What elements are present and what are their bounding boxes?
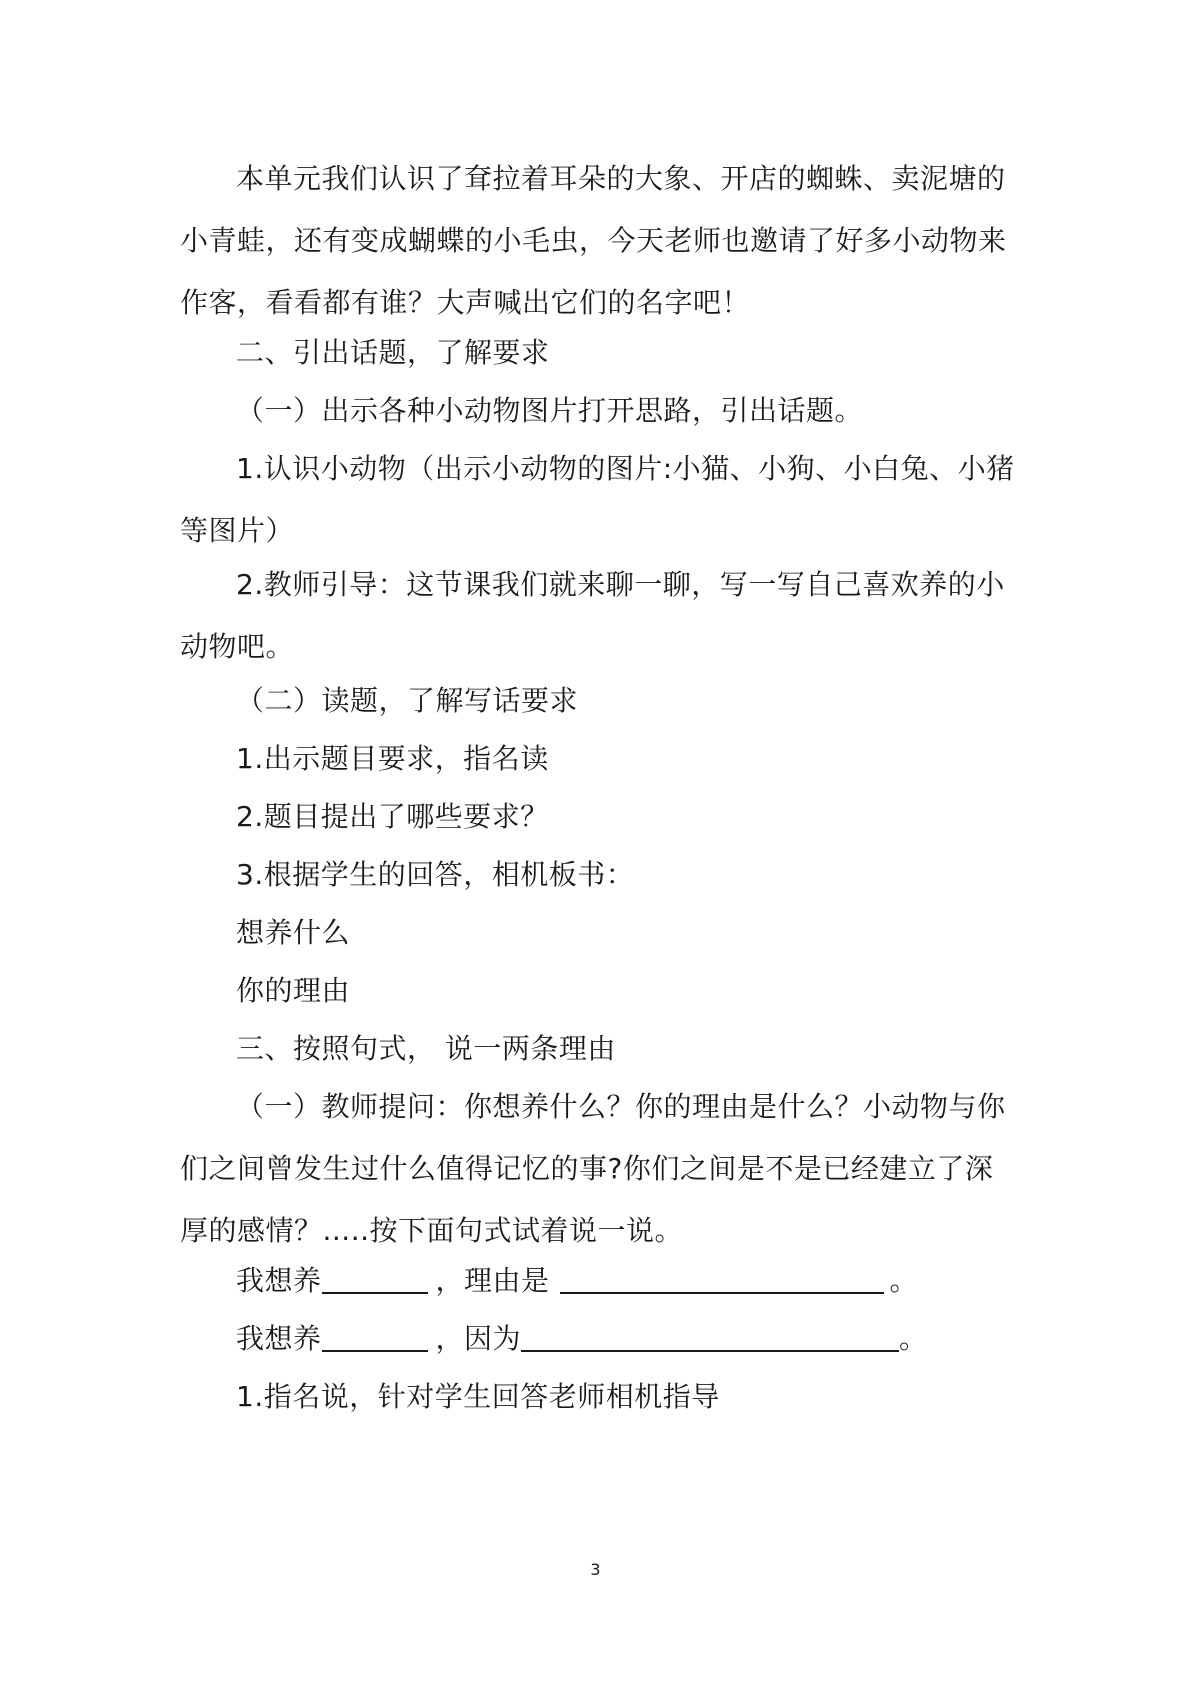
sentence-pattern-2	[236, 1308, 928, 1370]
section-2-heading: 二、引出话题，了解要求	[236, 336, 550, 369]
pattern-1-lead: 我想养	[236, 1264, 322, 1297]
pattern-1-mid: ，理由是	[435, 1264, 550, 1297]
sentence-pattern-1	[236, 1250, 918, 1312]
pattern-1-end: 。	[889, 1264, 919, 1297]
board-item-reason: 你的理由	[236, 974, 351, 1007]
pattern-2-mid: ，因为	[435, 1322, 522, 1355]
pattern-2-blank-reason	[521, 1320, 899, 1352]
step-show-requirements: 1.出示题目要求，指名读	[236, 742, 549, 775]
section-2-part-1: （一）出示各种小动物图片打开思路，引出话题。	[236, 394, 864, 427]
step-board-writing: 3.根据学生的回答，相机板书：	[236, 858, 635, 891]
pattern-2-lead: 我想养	[236, 1322, 322, 1355]
step-what-requirements: 2.题目提出了哪些要求？	[236, 800, 549, 833]
pattern-1-blank-reason	[560, 1262, 884, 1294]
section-2-part-2: （二）读题，了解写话要求	[236, 684, 579, 717]
pattern-2-end: 。	[899, 1322, 928, 1355]
board-item-what: 想养什么	[236, 916, 351, 949]
pattern-2-blank-animal	[322, 1320, 428, 1352]
step-call-on-students: 1.指名说，针对学生回答老师相机指导	[236, 1380, 720, 1413]
step-teacher-guide: 2.教师引导：这节课我们就来聊一聊，写一写自己喜欢养的小动物吧。	[180, 568, 1005, 663]
intro-paragraph: 本单元我们认识了耷拉着耳朵的大象、开店的蜘蛛、卖泥塘的小青蛙，还有变成蝴蝶的小毛虫，今天老师也邀请了好多小动物来作客，看看都有谁？大声喊出它们的名字吧！	[180, 162, 1007, 319]
step-know-animals: 1.认识小动物（出示小动物的图片:小猫、小狗、小白兔、小猪等图片）	[180, 452, 1015, 547]
pattern-1-blank-animal	[322, 1262, 428, 1294]
section-3-heading: 三、按照句式， 说一两条理由	[236, 1032, 616, 1065]
teacher-question-paragraph: （一）教师提问：你想养什么？你的理由是什么？小动物与你们之间曾发生过什么值得记忆的事?你们之间是不是已经建立了深厚的感情？.....按下面句式试着说一说。	[180, 1090, 1006, 1247]
page-number: 3	[590, 1560, 601, 1579]
